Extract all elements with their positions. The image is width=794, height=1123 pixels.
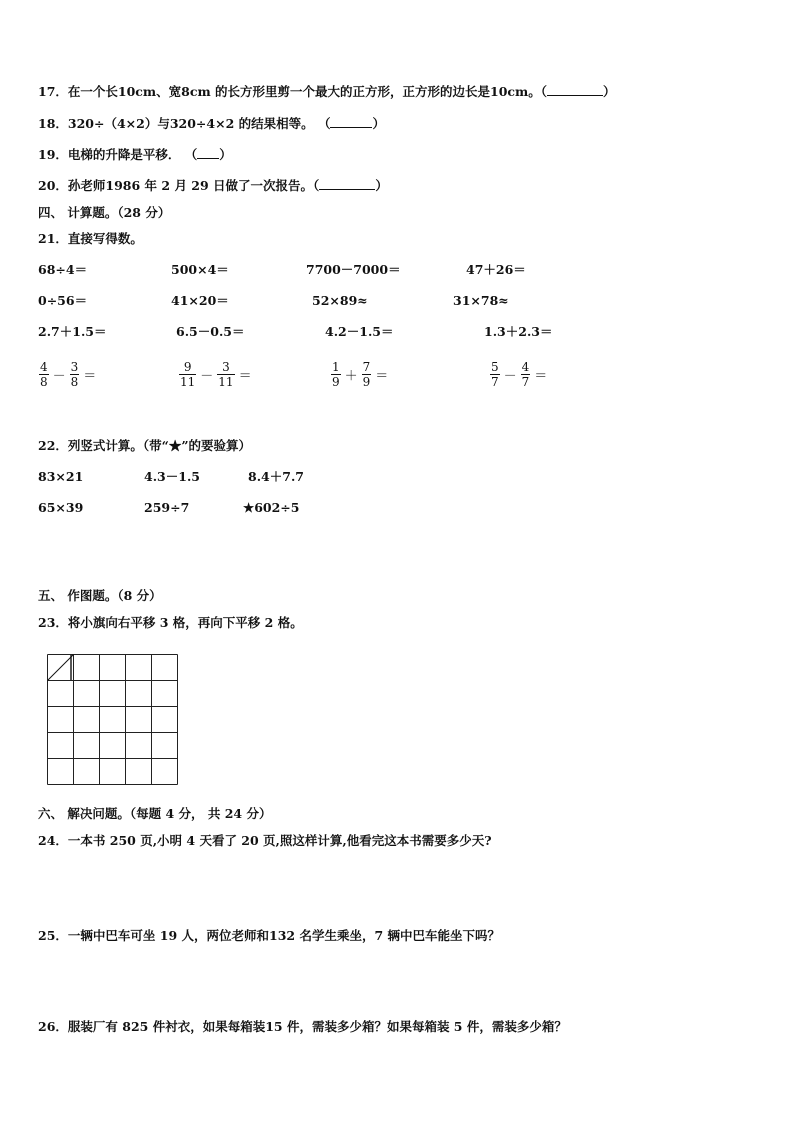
fraction: 4 8 [40,360,48,389]
fraction: 4 7 [521,360,530,389]
fraction-calc-item: 1 9 ＋ 7 9 ＝ [332,360,389,389]
calc-item: 52×89≈ [312,293,368,308]
calc-item: 31×78≈ [453,293,509,308]
vertical-calc-item: 4.3－1.5 [144,469,200,484]
fraction: 1 9 [332,360,340,389]
grid-lines [48,655,178,785]
section-6-title: 六、 解决问题。（每题 4 分， 共 24 分） [38,806,272,821]
calc-item: 500×4＝ [171,262,229,277]
calc-item: 2.7＋1.5＝ [38,324,107,339]
section-5-title: 五、 作图题。（8 分） [38,588,162,603]
answer-blank[interactable] [547,84,603,96]
question-18: 18．320÷（4×2）与320÷4×2 的结果相等。 （ ） [38,116,385,131]
vertical-calc-item: ★602÷5 [243,500,300,515]
question-24: 24．一本书 250 页,小明 4 天看了 20 页,照这样计算,他看完这本书需要多少天? [38,833,492,848]
vertical-calc-item: 259÷7 [144,500,190,515]
calc-item: 47＋26＝ [466,262,526,277]
flag-icon [48,655,74,681]
fraction: 7 9 [362,360,371,389]
fraction-calc-item: 5 7 － 4 7 ＝ [491,360,548,389]
vertical-calc-item: 65×39 [38,500,84,515]
question-26: 26．服装厂有 825 件衬衣，如果每箱装15 件，需装多少箱？如果每箱装 5 件，需装多少箱？ [38,1019,567,1034]
calc-item: 0÷56＝ [38,293,88,308]
answer-blank[interactable] [319,178,375,190]
fraction-calc-item: 9 11 － 3 11 ＝ [180,360,252,389]
calc-item: 41×20＝ [171,293,229,308]
calc-item: 6.5－0.5＝ [176,324,245,339]
section-4-title: 四、 计算题。（28 分） [38,205,171,220]
calc-item: 7700－7000＝ [306,262,401,277]
fraction: 5 7 [491,360,499,389]
question-22-title: 22．列竖式计算。（带“★”的要验算） [38,438,252,453]
question-21-title: 21．直接写得数。 [38,231,143,246]
question-19: 19．电梯的升降是平移． （ ） [38,147,232,162]
answer-blank[interactable] [330,116,372,128]
vertical-calc-item: 83×21 [38,469,84,484]
vertical-calc-item: 8.4＋7.7 [248,469,304,484]
answer-blank[interactable] [197,147,219,159]
fraction: 9 11 [180,360,196,389]
question-23-title: 23．将小旗向右平移 3 格，再向下平移 2 格。 [38,615,303,630]
drawing-grid[interactable] [47,654,179,786]
calc-item: 68÷4＝ [38,262,88,277]
question-25: 25．一辆中巴车可坐 19 人，两位老师和132 名学生乘坐，7 辆中巴车能坐下吗？ [38,928,500,943]
fraction: 3 11 [218,360,234,389]
fraction: 3 8 [70,360,79,389]
fraction-calc-item: 4 8 － 3 8 ＝ [40,360,97,389]
question-20: 20．孙老师1986 年 2 月 29 日做了一次报告。（ ） [38,178,388,193]
calc-item: 1.3＋2.3＝ [484,324,553,339]
question-17: 17．在一个长10cm、宽8cm 的长方形里剪一个最大的正方形，正方形的边长是10cm。（ ） [38,84,616,99]
calc-item: 4.2－1.5＝ [325,324,394,339]
